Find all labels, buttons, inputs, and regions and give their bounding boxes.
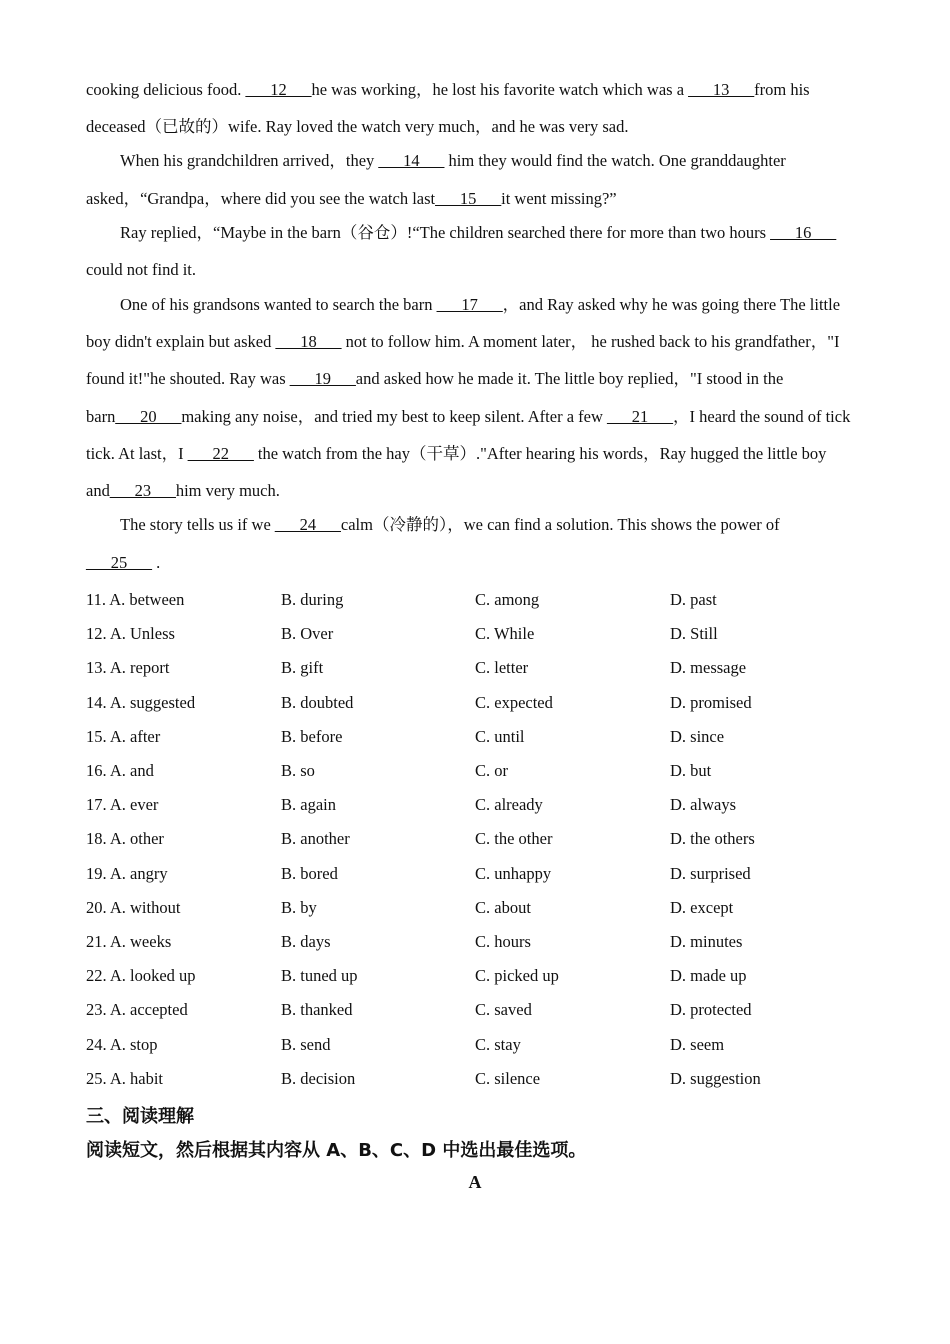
passage-line <box>86 332 839 352</box>
option-d: D. past <box>670 590 717 609</box>
passage-line <box>86 260 196 280</box>
option-d: D. always <box>670 795 736 815</box>
option-d: D. suggestion <box>670 1068 761 1088</box>
option-c: C. letter <box>475 658 529 678</box>
option-b: B. again <box>281 795 336 815</box>
cloze-blank: ___12___ <box>245 80 312 99</box>
passage-text: ，and Ray asked why he was going there The little <box>502 295 841 314</box>
option-c: C. until <box>475 726 525 746</box>
option-a: 20. A. without <box>86 897 181 917</box>
option-d: D. message <box>670 658 747 678</box>
option-c: C. saved <box>475 1000 532 1020</box>
option-a: 22. A. looked up <box>86 966 196 986</box>
cloze-blank: ___13___ <box>688 80 755 99</box>
passage-text: making any noise，and tried my best to keep silent. After a few <box>181 407 608 426</box>
passage-text: . <box>152 553 161 572</box>
option-b: B. another <box>281 829 350 849</box>
passage-text: calm（冷静的），we can find a solution. This shows the power of <box>340 515 780 534</box>
passage-line <box>86 189 617 209</box>
option-c: C. among <box>475 590 540 609</box>
cloze-blank: ___21___ <box>607 407 674 426</box>
passage-text: found it!"he shouted. Ray was <box>86 369 290 388</box>
option-d: D. made up <box>670 966 747 986</box>
passage-text: and asked how he made it. The little boy replied，"I stood in the <box>355 369 784 388</box>
passage-line <box>120 295 840 315</box>
passage-text: him they would find the watch. One granddaughter <box>444 151 786 170</box>
passage-text: and <box>86 481 110 500</box>
option-d: D. surprised <box>670 863 751 883</box>
option-b: B. Over <box>281 624 334 644</box>
option-a: 18. A. other <box>86 829 164 849</box>
passage-text: the watch from the hay（干草）."After hearing his words，Ray hugged the little boy <box>253 444 827 463</box>
option-b: B. thanked <box>281 1000 353 1020</box>
cloze-blank: ___14___ <box>378 151 445 170</box>
cloze-blank: ___15___ <box>435 189 502 208</box>
passage-text: him very much. <box>175 481 280 500</box>
option-a: 12. A. Unless <box>86 624 175 644</box>
cloze-blank: ___25___ <box>86 553 152 572</box>
option-a: 11. A. between <box>86 590 185 609</box>
passage-text: could not find it. <box>86 260 196 279</box>
passage-line <box>86 80 810 100</box>
passage-text: he was working，he lost his favorite watch which was a <box>311 80 689 99</box>
option-a: 25. A. habit <box>86 1068 163 1088</box>
option-b: B. before <box>281 726 343 746</box>
passage-text: boy didn't explain but asked <box>86 332 276 351</box>
option-b: B. decision <box>281 1068 356 1088</box>
passage-text: ，I heard the sound of tick <box>673 407 851 426</box>
option-c: C. silence <box>475 1068 541 1088</box>
passage-line <box>86 481 280 501</box>
option-a: 21. A. weeks <box>86 932 172 951</box>
option-a: 16. A. and <box>86 761 154 780</box>
option-d: D. promised <box>670 692 752 712</box>
option-d: D. the others <box>670 829 755 849</box>
passage-line <box>120 223 836 243</box>
option-b: B. by <box>281 897 317 917</box>
cloze-blank: ___16___ <box>770 223 837 242</box>
option-c: C. hours <box>475 932 531 951</box>
passage-text: deceased（已故的）wife. Ray loved the watch very much，and he was very sad. <box>86 117 629 136</box>
option-c: C. stay <box>475 1034 521 1054</box>
passage-text: not to follow him. A moment later， he rushed back to his grandfather，"I <box>341 332 840 351</box>
passage-text: asked，“Grandpa，where did you see the watch last <box>86 189 436 208</box>
passage-text: barn <box>86 407 116 426</box>
option-a: 17. A. ever <box>86 795 159 815</box>
option-d: D. but <box>670 761 712 780</box>
cloze-blank: ___17___ <box>436 295 503 314</box>
option-d: D. seem <box>670 1034 725 1054</box>
passage-line <box>86 444 826 464</box>
option-b: B. send <box>281 1034 331 1054</box>
option-d: D. Still <box>670 624 718 644</box>
passage-line <box>86 407 850 427</box>
option-b: B. during <box>281 590 344 609</box>
passage-text: from his <box>754 80 810 99</box>
option-b: B. tuned up <box>281 966 358 986</box>
passage-label: A <box>468 1172 482 1192</box>
option-d: D. except <box>670 897 734 917</box>
option-b: B. gift <box>281 658 324 678</box>
option-c: C. already <box>475 795 543 815</box>
option-a: 15. A. after <box>86 726 161 746</box>
option-b: B. days <box>281 932 331 951</box>
option-c: C. or <box>475 761 508 780</box>
cloze-blank: ___20___ <box>115 407 182 426</box>
passage-line <box>120 151 786 171</box>
cloze-blank: ___22___ <box>187 444 254 463</box>
option-c: C. While <box>475 624 535 644</box>
passage-line <box>86 369 783 389</box>
option-c: C. expected <box>475 692 553 712</box>
cloze-blank: ___19___ <box>289 369 356 388</box>
option-c: C. unhappy <box>475 863 552 883</box>
passage-line <box>86 117 629 137</box>
section-title: 三、阅读理解 <box>86 1106 194 1127</box>
cloze-blank: ___18___ <box>275 332 342 351</box>
passage-text: One of his grandsons wanted to search the barn <box>120 295 437 314</box>
option-a: 23. A. accepted <box>86 1000 188 1020</box>
cloze-blank: ___24___ <box>274 515 341 534</box>
option-b: B. bored <box>281 863 338 883</box>
option-d: D. protected <box>670 1000 752 1020</box>
option-a: 19. A. angry <box>86 863 168 883</box>
passage-text: it went missing?” <box>501 189 617 208</box>
passage-text: When his grandchildren arrived，they <box>120 151 379 170</box>
cloze-blank: ___23___ <box>109 481 176 500</box>
passage-line <box>86 553 160 573</box>
passage-line <box>120 515 780 535</box>
option-a: 14. A. suggested <box>86 692 196 712</box>
option-b: B. doubted <box>281 692 354 712</box>
passage-text: The story tells us if we <box>120 515 275 534</box>
option-d: D. minutes <box>670 932 743 951</box>
section-instruction: 阅读短文，然后根据其内容从 A、B、C、D 中选出最佳选项。 <box>86 1140 587 1161</box>
option-c: C. about <box>475 897 531 917</box>
passage-text: Ray replied，“Maybe in the barn（谷仓）!“The children searched there for more than two hours <box>120 223 771 242</box>
option-b: B. so <box>281 761 315 780</box>
option-d: D. since <box>670 726 725 746</box>
passage-text: cooking delicious food. <box>86 80 246 99</box>
option-c: C. the other <box>475 829 553 849</box>
option-a: 13. A. report <box>86 658 170 678</box>
passage-text: tick. At last，I <box>86 444 188 463</box>
option-a: 24. A. stop <box>86 1034 158 1054</box>
option-c: C. picked up <box>475 966 559 986</box>
